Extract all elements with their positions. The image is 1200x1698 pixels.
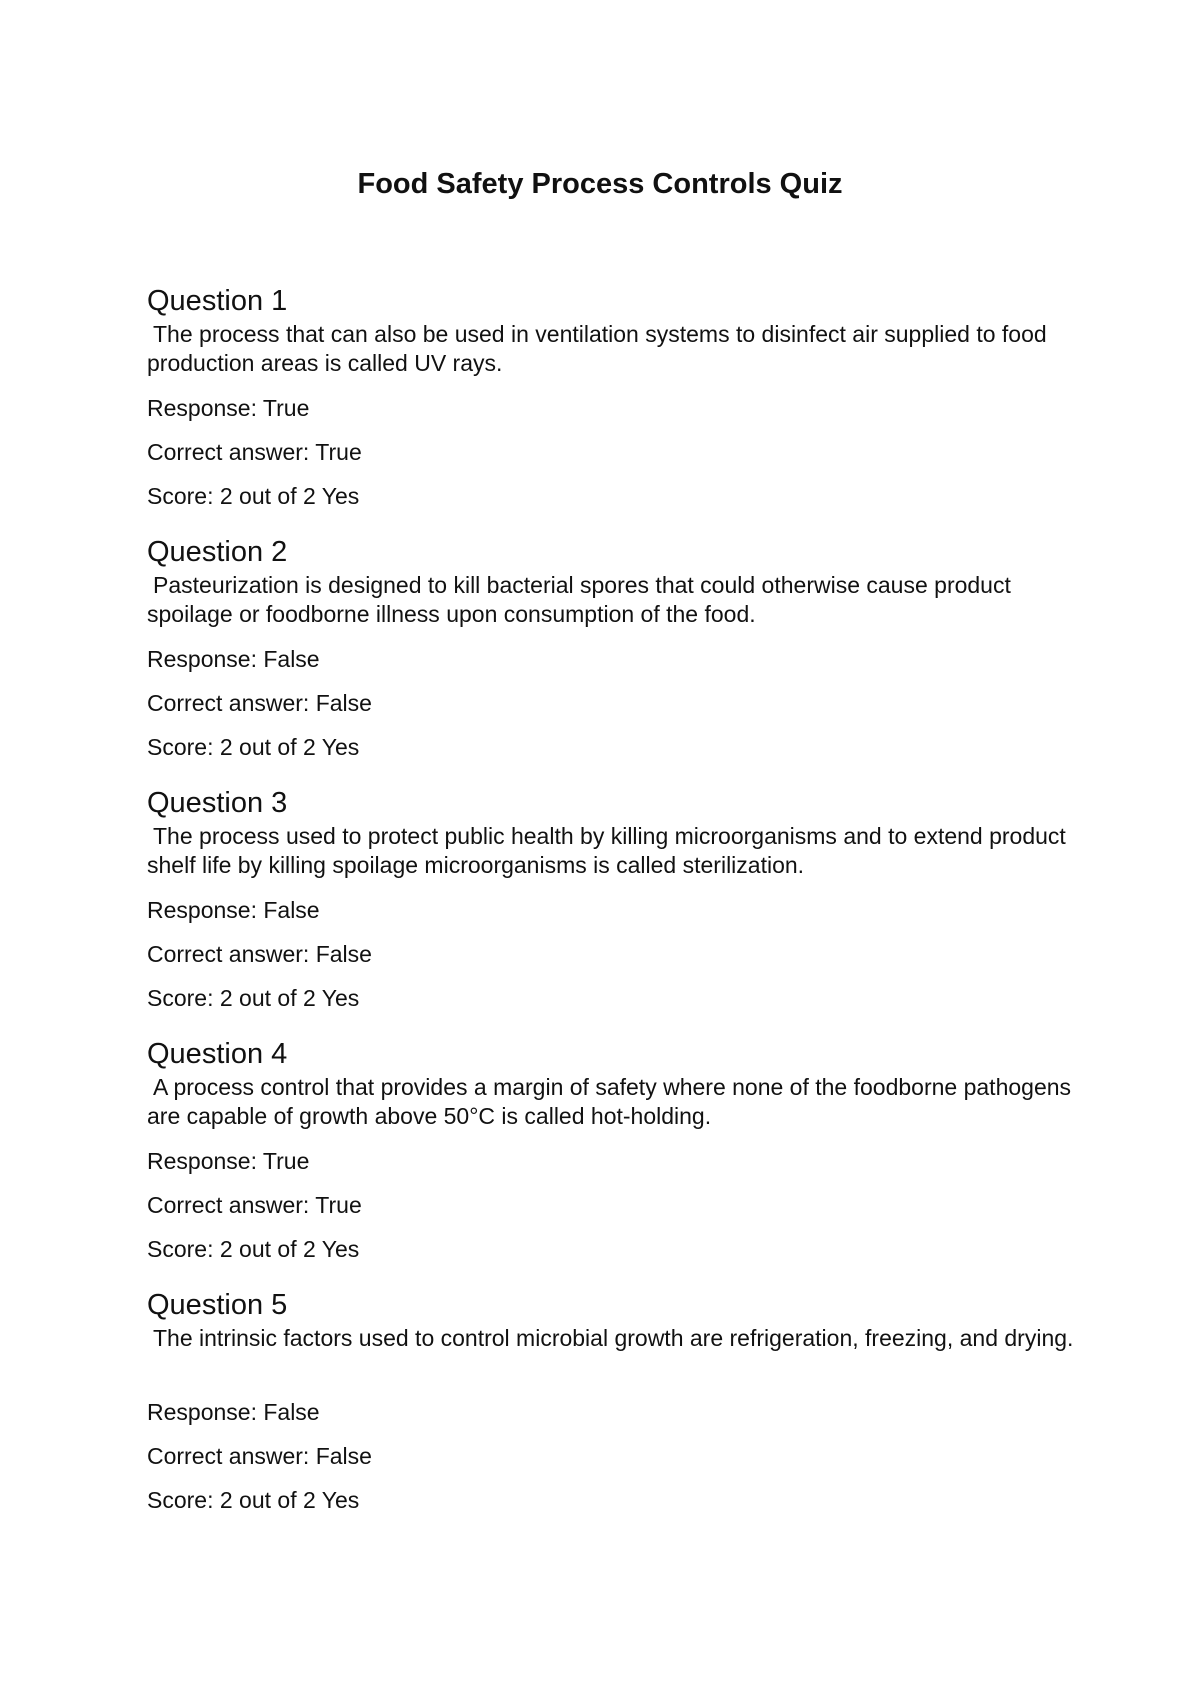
question-3 xyxy=(147,786,1077,1037)
question-2 xyxy=(147,535,1077,786)
question-text-content: Pasteurization is designed to kill bacterial spores that could otherwise cause product spoilage or foodborne illness upon consumption of the food. xyxy=(147,572,1011,627)
question-1 xyxy=(147,284,1077,535)
question-heading: Question 2 xyxy=(147,536,288,568)
score-line: Score: 2 out of 2 Yes xyxy=(147,734,360,760)
question-list xyxy=(147,284,1077,1539)
score-line: Score: 2 out of 2 Yes xyxy=(147,483,360,509)
response-line: Response: True xyxy=(147,1148,310,1174)
question-text xyxy=(147,569,1077,629)
correct-answer-line: Correct answer: False xyxy=(147,1443,372,1469)
question-5 xyxy=(147,1288,1077,1539)
question-text xyxy=(147,820,1077,880)
correct-answer-line: Correct answer: False xyxy=(147,941,372,967)
question-heading: Question 3 xyxy=(147,787,288,819)
correct-answer-line: Correct answer: True xyxy=(147,1192,362,1218)
response-line: Response: False xyxy=(147,1399,320,1425)
response-line: Response: False xyxy=(147,646,320,672)
question-heading: Question 1 xyxy=(147,285,288,317)
response-line: Response: True xyxy=(147,395,310,421)
response-line: Response: False xyxy=(147,897,320,923)
page-title: Food Safety Process Controls Quiz xyxy=(357,168,843,200)
question-text xyxy=(147,1071,1077,1131)
question-text-content: The process used to protect public health by killing microorganisms and to extend product shelf life by killing spoilage microorganisms is called sterilization. xyxy=(147,823,1066,878)
correct-answer-line: Correct answer: False xyxy=(147,690,372,716)
question-text-content: A process control that provides a margin of safety where none of the foodborne pathogens are capable of growth above 50°C is called hot-holding. xyxy=(147,1074,1072,1129)
question-text xyxy=(147,318,1077,378)
correct-answer-line: Correct answer: True xyxy=(147,439,362,465)
question-heading: Question 4 xyxy=(147,1038,288,1070)
question-4 xyxy=(147,1037,1077,1288)
question-text-content: The intrinsic factors used to control microbial growth are refrigeration, freezing, and drying. xyxy=(153,1325,1074,1351)
question-text-content: The process that can also be used in ventilation systems to disinfect air supplied to food production areas is called UV rays. xyxy=(147,321,1047,376)
score-line: Score: 2 out of 2 Yes xyxy=(147,1236,360,1262)
question-text xyxy=(147,1322,1077,1382)
score-line: Score: 2 out of 2 Yes xyxy=(147,985,360,1011)
score-line: Score: 2 out of 2 Yes xyxy=(147,1487,360,1513)
question-heading: Question 5 xyxy=(147,1289,288,1321)
